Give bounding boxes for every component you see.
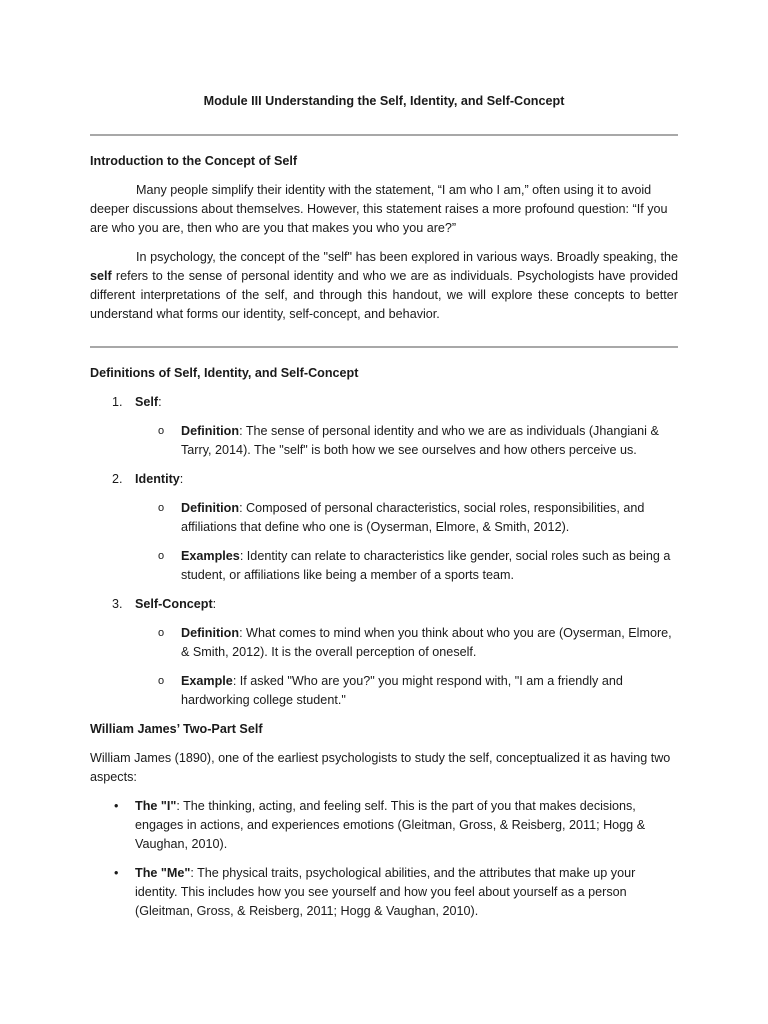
sub-item-label: Definition	[181, 424, 240, 438]
definition-item-self-concept: 3. Self-Concept: o Definition: What comes to mind when you think about who you are (Oyserman, Elmore, & Smith, 2012). It is the overall perception of oneself. o Example: If asked "Who are you?" you might respond with, "I am a friendly and hardworking college student."	[90, 595, 678, 710]
sub-item-label: Examples	[181, 549, 240, 563]
sub-list	[135, 624, 678, 710]
section-heading-william-james: William James’ Two-Part Self	[90, 722, 263, 736]
list-number: 2.	[112, 472, 123, 486]
definition-item-identity: 2. Identity: o Definition: Composed of personal characteristics, social roles, responsibilities, and affiliations that define who one is (Oyserman, Elmore, & Smith, 2012). o Examples: Identity can relate to characteristics like gender, social roles such as being a student, or affiliations like being a member of a sports team.	[90, 470, 678, 585]
definitions-list	[90, 393, 678, 710]
sub-item-label: Definition	[181, 626, 240, 640]
circle-bullet-icon: o	[158, 425, 165, 437]
intro-p2-bold-term: self	[90, 269, 112, 283]
sub-item-label: Definition	[181, 501, 240, 515]
section-divider	[90, 346, 678, 348]
bullet-dot-icon: •	[114, 866, 119, 880]
sub-list-item	[90, 624, 678, 662]
document-content	[90, 92, 678, 921]
section-heading-definitions: Definitions of Self, Identity, and Self-Concept	[90, 366, 359, 380]
definition-term: Identity	[135, 472, 180, 486]
intro-paragraph-2	[90, 248, 678, 324]
james-bullet-list	[90, 797, 678, 921]
sub-list-item	[90, 422, 678, 460]
list-number: 3.	[112, 597, 123, 611]
section-heading-introduction: Introduction to the Concept of Self	[90, 154, 298, 168]
definition-item-self: 1. Self: o Definition: The sense of personal identity and who we are as individuals (Jhangiani & Tarry, 2014). The "self" is both how we see ourselves and how others perceive us.	[90, 393, 678, 460]
sub-list	[135, 422, 678, 460]
page-title: Module III Understanding the Self, Identity, and Self-Concept	[203, 94, 565, 108]
circle-bullet-icon: o	[158, 675, 165, 687]
circle-bullet-icon: o	[158, 502, 165, 514]
bullet-label: The "I"	[135, 799, 177, 813]
definition-term: Self	[135, 395, 159, 409]
sub-item-text: : The sense of personal identity and who we are as individuals (Jhangiani & Tarry, 2014). The "self" is both how we see ourselves and how others perceive us.	[181, 424, 659, 457]
sub-item-text: : Identity can relate to characteristics like gender, social roles such as being a student, or affiliations like being a member of a sports team.	[181, 549, 671, 582]
intro-paragraph-1: Many people simplify their identity with the statement, “I am who I am,” often using it to avoid deeper discussions about themselves. However, this statement raises a more profound question: “If you are who you are, then who are you that makes you who you are?”	[90, 183, 668, 235]
bullet-dot-icon: •	[114, 799, 119, 813]
sub-list-item	[90, 547, 678, 585]
sub-item-text: : Composed of personal characteristics, social roles, responsibilities, and affiliations that define who one is (Oyserman, Elmore, & Smith, 2012).	[181, 501, 645, 534]
sub-list	[135, 499, 678, 585]
bullet-text: : The physical traits, psychological abilities, and the attributes that make up your identity. This includes how you see yourself and how you feel about yourself as a person (Gleitman, Gross, & Reisberg, 2011; Hogg & Vaughan, 2010).	[135, 866, 636, 918]
sub-list-item	[90, 499, 678, 537]
circle-bullet-icon: o	[158, 550, 165, 562]
section-divider	[90, 134, 678, 136]
sub-list-item	[90, 672, 678, 710]
bullet-text: : The thinking, acting, and feeling self. This is the part of you that makes decisions, engages in actions, and experiences emotions (Gleitman, Gross, & Reisberg, 2011; Hogg & Vaughan, 2010).	[135, 799, 646, 851]
bullet-item-the-me	[90, 864, 678, 921]
intro-p2-text-before: In psychology, the concept of the "self" has been explored in various ways. Broadly speaking, the	[136, 250, 678, 264]
sub-item-label: Example	[181, 674, 233, 688]
definition-term: Self-Concept	[135, 597, 213, 611]
sub-item-text: : If asked "Who are you?" you might respond with, "I am a friendly and hardworking college student."	[181, 674, 623, 707]
sub-item-text: : What comes to mind when you think about who you are (Oyserman, Elmore, & Smith, 2012). It is the overall perception of oneself.	[181, 626, 672, 659]
bullet-item-the-i	[90, 797, 678, 854]
intro-p2-text-after: refers to the sense of personal identity and who we are as individuals. Psychologists have provided different interpretations of the self, and through this handout, we will explore these concepts to better understand what forms our identity, self-concept, and behavior.	[90, 269, 678, 321]
circle-bullet-icon: o	[158, 627, 165, 639]
james-intro-paragraph: William James (1890), one of the earliest psychologists to study the self, conceptualized it as having two aspects:	[90, 751, 671, 784]
list-number: 1.	[112, 395, 123, 409]
bullet-label: The "Me"	[135, 866, 191, 880]
